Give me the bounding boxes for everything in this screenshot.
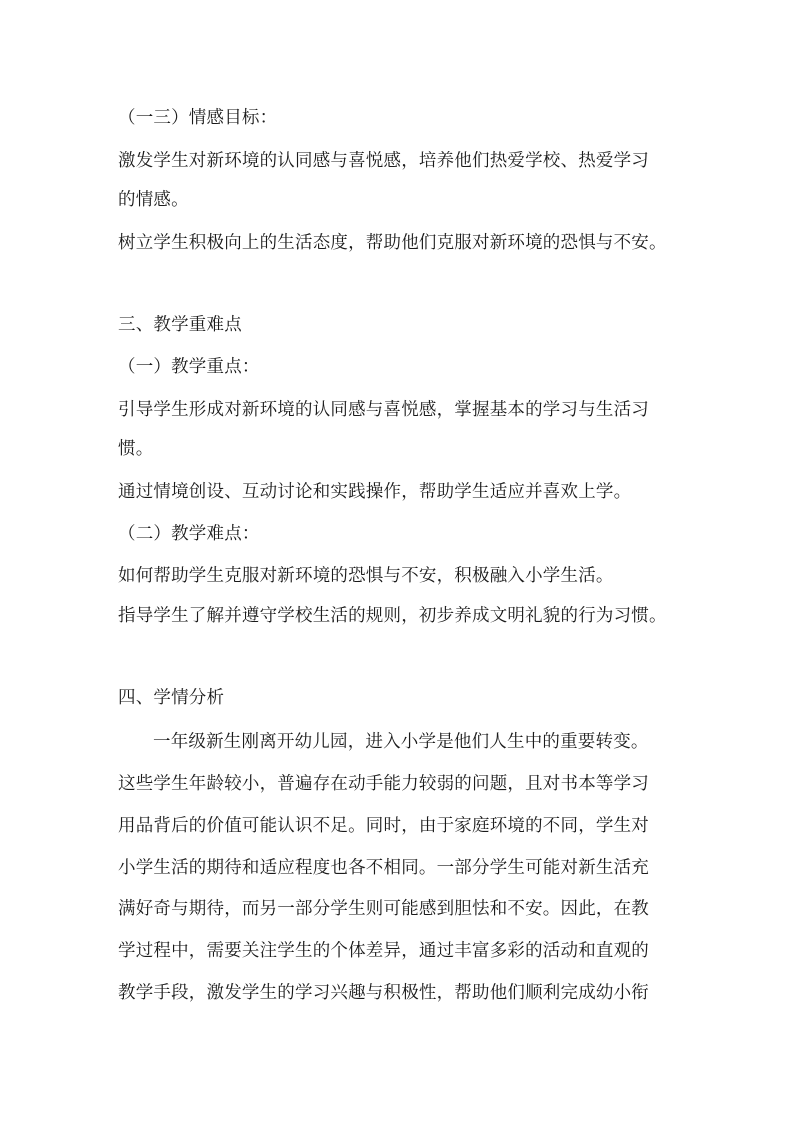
- analysis-line: 满好奇与期待，而另一部分学生则可能感到胆怯和不安。因此，在教: [118, 899, 649, 919]
- analysis-line: 小学生活的期待和适应程度也各不相同。一部分学生可能对新生活充: [118, 858, 649, 878]
- analysis-heading: 四、学情分析: [118, 688, 225, 708]
- emotion-goal-line: 树立学生积极向上的生活态度，帮助他们克服对新环境的恐惧与不安。: [118, 233, 667, 253]
- analysis-line: 这些学生年龄较小，普遍存在动手能力较弱的问题，且对书本等学习: [118, 774, 649, 794]
- key-points-line: 惯。: [118, 439, 154, 459]
- difficult-points-line: 如何帮助学生克服对新环境的恐惧与不安，积极融入小学生活。: [118, 566, 614, 586]
- key-points-line: 通过情境创设、互动讨论和实践操作，帮助学生适应并喜欢上学。: [118, 482, 632, 502]
- analysis-line: 教学手段，激发学生的学习兴趣与积极性，帮助他们顺利完成幼小衔: [118, 983, 649, 1003]
- emotion-goal-line: 的情感。: [118, 190, 189, 210]
- analysis-line: 用品背后的价值可能认识不足。同时，由于家庭环境的不同，学生对: [118, 816, 649, 836]
- difficult-points-line: 指导学生了解并遵守学校生活的规则，初步养成文明礼貌的行为习惯。: [118, 606, 667, 626]
- key-points-line: 引导学生形成对新环境的认同感与喜悦感，掌握基本的学习与生活习: [118, 400, 649, 420]
- difficult-points-heading: （二）教学难点：: [118, 524, 260, 544]
- analysis-line: 一年级新生刚离开幼儿园，进入小学是他们人生中的重要转变。: [153, 732, 649, 752]
- key-points-heading: （一）教学重点：: [118, 357, 260, 377]
- emotion-goal-line: 激发学生对新环境的认同感与喜悦感，培养他们热爱学校、热爱学习: [118, 151, 649, 171]
- emotion-goal-heading: （一三）情感目标：: [118, 108, 278, 128]
- analysis-line: 学过程中，需要关注学生的个体差异，通过丰富多彩的活动和直观的: [118, 941, 649, 961]
- key-difficult-heading: 三、教学重难点: [118, 315, 242, 335]
